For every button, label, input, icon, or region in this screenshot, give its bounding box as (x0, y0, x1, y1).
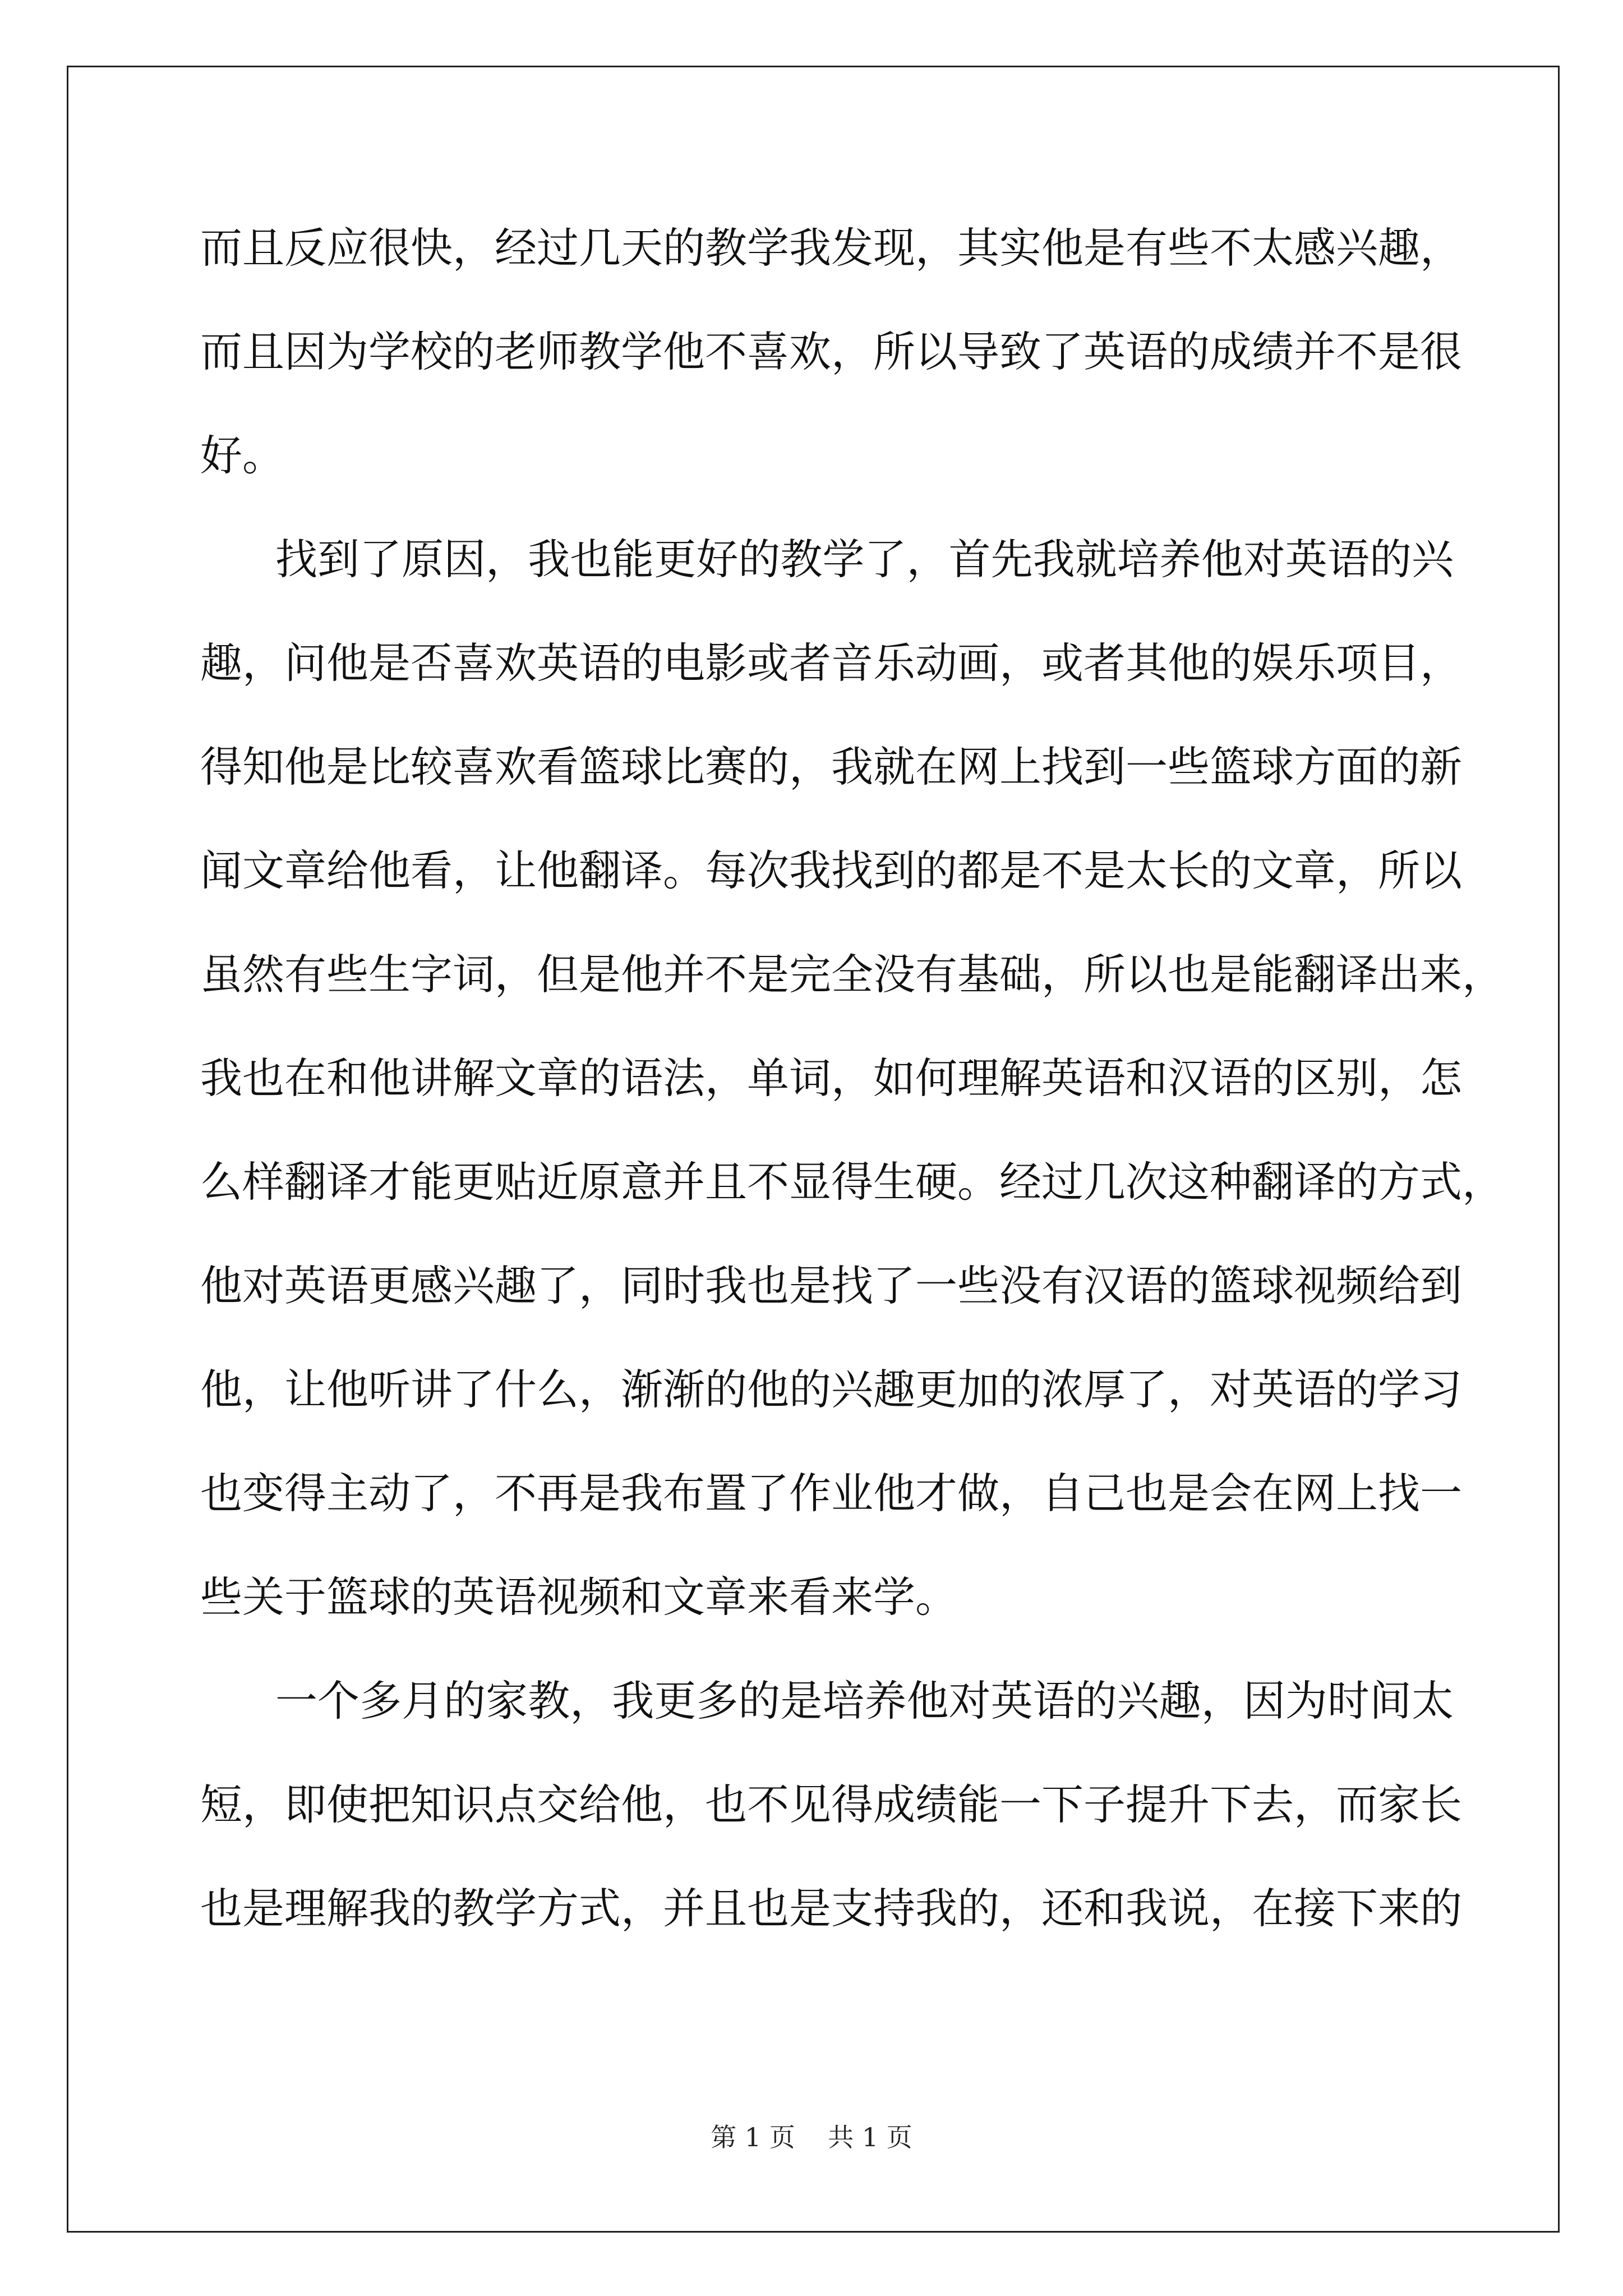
text-line: 他对英语更感兴趣了，同时我也是找了一些没有汉语的篮球视频给到 (200, 1261, 1463, 1310)
text-line: 找到了原因，我也能更好的教学了，首先我就培养他对英语的兴 (275, 535, 1454, 584)
text-line: 虽然有些生字词，但是他并不是完全没有基础，所以也是能翻译出来， (200, 950, 1505, 999)
text-line: 闻文章给他看，让他翻译。每次我找到的都是不是太长的文章，所以 (200, 846, 1463, 895)
text-line: 也变得主动了，不再是我布置了作业他才做，自己也是会在网上找一 (200, 1469, 1463, 1518)
text-line: 趣，问他是否喜欢英语的电影或者音乐动画，或者其他的娱乐项目， (200, 638, 1463, 688)
text-line: 我也在和他讲解文章的语法，单词，如何理解英语和汉语的区别，怎 (200, 1053, 1463, 1103)
text-line: 也是理解我的教学方式，并且也是支持我的，还和我说，在接下来的 (200, 1884, 1463, 1933)
document-body (200, 196, 1505, 1961)
text-line: 得知他是比较喜欢看篮球比赛的，我就在网上找到一些篮球方面的新 (200, 742, 1463, 792)
text-line: 他，让他听讲了什么，渐渐的他的兴趣更加的浓厚了，对英语的学习 (200, 1365, 1463, 1414)
page-footer (0, 2117, 1623, 2154)
text-line: 短，即使把知识点交给他，也不见得成绩能一下子提升下去，而家长 (200, 1780, 1463, 1829)
text-line: 一个多月的家教，我更多的是培养他对英语的兴趣，因为时间太 (275, 1676, 1454, 1726)
text-line: 而且反应很快，经过几天的教学我发现，其实他是有些不太感兴趣， (200, 223, 1463, 273)
text-line: 些关于篮球的英语视频和文章来看来学。 (200, 1572, 958, 1622)
text-line: 而且因为学校的老师教学他不喜欢，所以导致了英语的成绩并不是很 (200, 327, 1463, 376)
text-line: 好。 (200, 431, 285, 480)
page-number: 第 1 页 共 1 页 (711, 2122, 912, 2152)
text-line: 么样翻译才能更贴近原意并且不显得生硬。经过几次这种翻译的方式， (200, 1157, 1505, 1207)
